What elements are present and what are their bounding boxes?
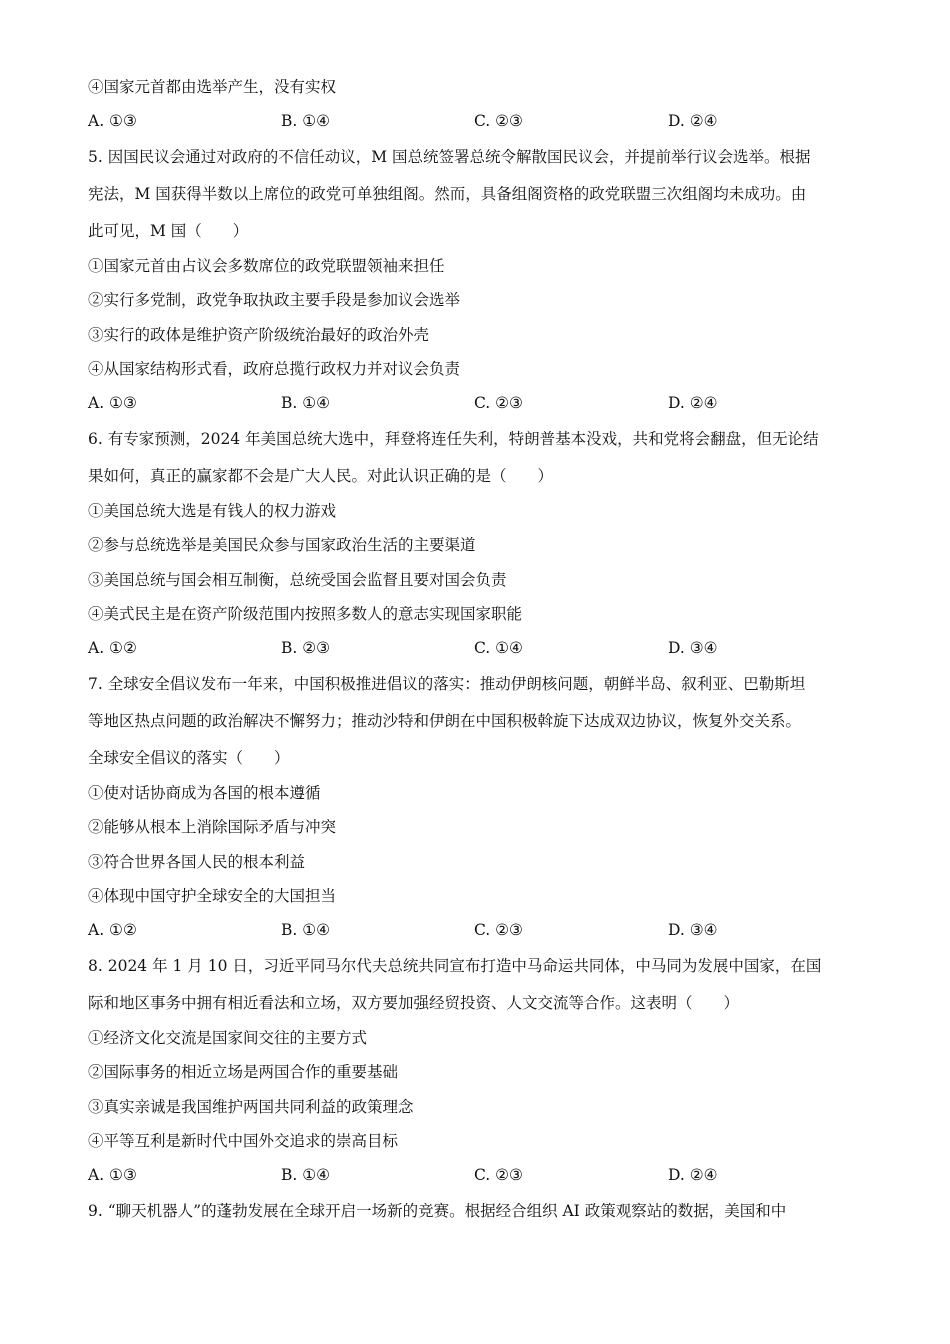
q8-option-3: ③真实亲诚是我国维护两国共同利益的政策理念 <box>88 1098 414 1116</box>
q9-stem-line-1: 9. “聊天机器人”的蓬勃发展在全球开启一场新的竞赛。根据经合组织 AI 政策观察站的数据，美国和中 <box>88 1202 787 1220</box>
q5-choice-d: D. ②④ <box>668 394 718 412</box>
q7-option-3: ③符合世界各国人民的根本利益 <box>88 853 306 871</box>
q8-option-2: ②国际事务的相近立场是两国合作的重要基础 <box>88 1063 399 1081</box>
q6-option-2: ②参与总统选举是美国民众参与国家政治生活的主要渠道 <box>88 536 476 554</box>
q8-stem-line-2: 际和地区事务中拥有相近看法和立场，双方要加强经贸投资、人文交流等合作。这表明（ ） <box>88 994 740 1012</box>
q8-choice-a: A. ①③ <box>88 1166 137 1184</box>
q8-option-1: ①经济文化交流是国家间交往的主要方式 <box>88 1029 368 1047</box>
q5-option-4: ④从国家结构形式看，政府总揽行政权力并对议会负责 <box>88 360 461 378</box>
q8-choice-d: D. ②④ <box>668 1166 718 1184</box>
q7-option-2: ②能够从根本上消除国际矛盾与冲突 <box>88 818 337 836</box>
q8-option-4: ④平等互利是新时代中国外交追求的崇高目标 <box>88 1132 399 1150</box>
q7-option-4: ④体现中国守护全球安全的大国担当 <box>88 887 337 905</box>
q5-choice-a: A. ①③ <box>88 394 137 412</box>
q4-choice-d: D. ②④ <box>668 112 718 130</box>
q8-stem-line-1: 8. 2024 年 1 月 10 日，习近平同马尔代夫总统共同宣布打造中马命运共同体，中马同为发展中国家，在国 <box>88 957 822 975</box>
q4-choice-a: A. ①③ <box>88 112 137 130</box>
q8-choice-b: B. ①④ <box>281 1166 331 1184</box>
q6-stem-line-2: 果如何，真正的赢家都不会是广大人民。对此认识正确的是（ ） <box>88 467 554 485</box>
q5-stem-line-2: 宪法，M 国获得半数以上席位的政党可单独组阁。然而，具备组阁资格的政党联盟三次组阁均未成功。由 <box>88 185 807 203</box>
q7-choice-a: A. ①② <box>88 921 137 939</box>
q5-choices <box>88 393 888 413</box>
q6-option-1: ①美国总统大选是有钱人的权力游戏 <box>88 502 337 520</box>
q5-option-3: ③实行的政体是维护资产阶级统治最好的政治外壳 <box>88 326 430 344</box>
q5-stem-line-1: 5. 因国民议会通过对政府的不信任动议，M 国总统签署总统令解散国民议会，并提前举行议会选举。根据 <box>88 148 811 166</box>
q6-option-3: ③美国总统与国会相互制衡，总统受国会监督且要对国会负责 <box>88 571 507 589</box>
q7-choices <box>88 920 888 940</box>
q4-option-4: ④国家元首都由选举产生，没有实权 <box>88 78 337 96</box>
q7-choice-d: D. ③④ <box>668 921 718 939</box>
q4-choices <box>88 111 888 131</box>
q5-option-1: ①国家元首由占议会多数席位的政党联盟领袖来担任 <box>88 257 445 275</box>
q6-choice-d: D. ③④ <box>668 639 718 657</box>
q6-choice-a: A. ①② <box>88 639 137 657</box>
q8-choice-c: C. ②③ <box>474 1166 523 1184</box>
q8-choices <box>88 1165 888 1185</box>
q6-stem-line-1: 6. 有专家预测，2024 年美国总统大选中，拜登将连任失利，特朗普基本没戏，共和党将会翻盘，但无论结 <box>88 430 819 448</box>
q5-choice-b: B. ①④ <box>281 394 331 412</box>
q7-stem-line-1: 7. 全球安全倡议发布一年来，中国积极推进倡议的落实：推动伊朗核问题，朝鲜半岛、叙利亚、巴勒斯坦 <box>88 675 806 693</box>
q6-choices <box>88 638 888 658</box>
q6-choice-b: B. ②③ <box>281 639 331 657</box>
q4-choice-b: B. ①④ <box>281 112 331 130</box>
q7-stem-line-2: 等地区热点问题的政治解决不懈努力；推动沙特和伊朗在中国积极斡旋下达成双边协议，恢复外交关系。 <box>88 712 802 730</box>
q4-choice-c: C. ②③ <box>474 112 523 130</box>
q7-choice-c: C. ②③ <box>474 921 523 939</box>
q7-option-1: ①使对话协商成为各国的根本遵循 <box>88 784 321 802</box>
q5-choice-c: C. ②③ <box>474 394 523 412</box>
q5-stem-line-3: 此可见，M 国（ ） <box>88 222 249 240</box>
q6-option-4: ④美式民主是在资产阶级范围内按照多数人的意志实现国家职能 <box>88 605 523 623</box>
q5-option-2: ②实行多党制，政党争取执政主要手段是参加议会选举 <box>88 291 461 309</box>
q6-choice-c: C. ①④ <box>474 639 523 657</box>
q7-choice-b: B. ①④ <box>281 921 331 939</box>
q7-stem-line-3: 全球安全倡议的落实（ ） <box>88 749 290 767</box>
